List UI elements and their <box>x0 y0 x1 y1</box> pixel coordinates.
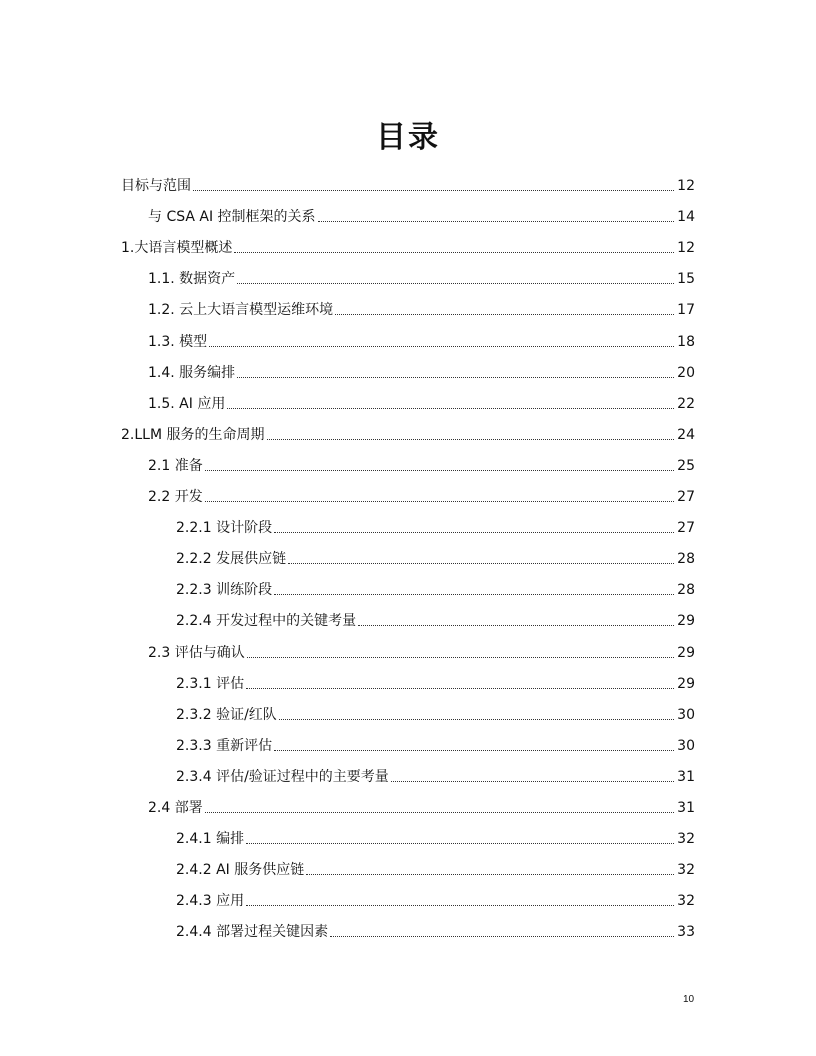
toc-entry[interactable] <box>176 509 695 537</box>
toc-leader-dots <box>227 408 674 409</box>
toc-leader-dots <box>205 501 674 502</box>
toc-entry-label: 1.大语言模型概述 <box>121 240 233 257</box>
toc-leader-dots <box>358 625 674 626</box>
toc-entry-label: 2.2.3 训练阶段 <box>176 582 273 599</box>
toc-entry-label: 2.3.4 评估/验证过程中的主要考量 <box>176 768 389 785</box>
toc-entry-label: 1.5. AI 应用 <box>148 395 226 412</box>
toc-entry-page: 24 <box>677 426 695 443</box>
toc-entry[interactable] <box>176 882 695 910</box>
page-title: 目录 <box>376 120 440 155</box>
toc-entry-page: 28 <box>677 582 695 599</box>
toc-entry-page: 33 <box>677 924 695 941</box>
toc-entry-page: 32 <box>677 831 695 848</box>
toc-entry-label: 1.1. 数据资产 <box>148 271 236 288</box>
toc-entry-label: 2.3.1 评估 <box>176 675 245 692</box>
toc-entry[interactable] <box>148 323 695 351</box>
toc-leader-dots <box>193 190 674 191</box>
toc-leader-dots <box>318 221 675 222</box>
toc-entry-label: 1.4. 服务编排 <box>148 364 236 381</box>
toc-entry-page: 30 <box>677 737 695 754</box>
toc-leader-dots <box>237 283 674 284</box>
toc-leader-dots <box>274 594 674 595</box>
toc-entry-label: 2.2.2 发展供应链 <box>176 551 287 568</box>
toc-entry-label: 2.LLM 服务的生命周期 <box>121 426 265 443</box>
toc-leader-dots <box>306 874 674 875</box>
toc-entry-page: 31 <box>677 800 695 816</box>
toc-entry[interactable] <box>176 665 695 693</box>
toc-leader-dots <box>330 936 674 937</box>
toc-entry[interactable] <box>148 198 695 226</box>
toc-entry-page: 22 <box>677 395 695 412</box>
toc-entry-page: 29 <box>677 675 695 692</box>
toc-leader-dots <box>274 750 674 751</box>
toc-entry[interactable] <box>121 229 695 257</box>
toc-entry-page: 31 <box>677 768 695 785</box>
toc-entry-page: 32 <box>677 893 695 910</box>
toc-leader-dots <box>247 657 674 658</box>
toc-entry[interactable] <box>176 913 695 941</box>
toc-entry[interactable] <box>148 634 695 662</box>
toc-leader-dots <box>209 346 674 347</box>
toc-entry[interactable] <box>148 789 695 817</box>
toc-leader-dots <box>205 812 674 813</box>
toc-leader-dots <box>237 377 674 378</box>
toc-entry[interactable] <box>176 540 695 568</box>
toc-entry[interactable] <box>176 820 695 848</box>
toc-entry[interactable] <box>148 385 695 413</box>
toc-entry[interactable] <box>148 478 695 506</box>
toc-leader-dots <box>335 314 674 315</box>
toc-entry-label: 与 CSA AI 控制框架的关系 <box>148 209 316 226</box>
toc-entry-page: 29 <box>677 644 695 661</box>
toc-entry-label: 目标与范围 <box>121 178 191 194</box>
toc-entry-label: 2.3 评估与确认 <box>148 644 245 661</box>
toc-entry[interactable] <box>121 167 695 195</box>
toc-leader-dots <box>274 532 674 533</box>
toc-entry-page: 17 <box>677 302 695 319</box>
toc-leader-dots <box>391 781 674 782</box>
toc-leader-dots <box>267 439 675 440</box>
toc-entry-page: 20 <box>677 364 695 381</box>
toc-entry-label: 2.4.2 AI 服务供应链 <box>176 862 305 879</box>
toc-entry-label: 2.4 部署 <box>148 800 203 816</box>
page-number: 10 <box>683 994 695 1005</box>
toc-entry-label: 2.2.1 设计阶段 <box>176 520 273 537</box>
toc-entry-page: 30 <box>677 706 695 723</box>
toc-entry-page: 12 <box>677 178 695 194</box>
toc-entry-page: 29 <box>677 613 695 630</box>
toc-entry[interactable] <box>176 851 695 879</box>
toc-leader-dots <box>246 843 674 844</box>
toc-entry-page: 14 <box>677 209 695 226</box>
toc-entry-page: 12 <box>677 240 695 257</box>
toc-entry[interactable] <box>148 291 695 319</box>
toc-entry-page: 15 <box>677 271 695 288</box>
toc-entry-label: 1.3. 模型 <box>148 333 208 350</box>
toc-entry-label: 2.1 准备 <box>148 457 203 474</box>
toc-entry-label: 2.4.4 部署过程关键因素 <box>176 924 329 941</box>
toc-entry-page: 27 <box>677 489 695 505</box>
toc-entry[interactable] <box>121 416 695 444</box>
toc-leader-dots <box>279 719 674 720</box>
toc-entry-label: 2.4.1 编排 <box>176 831 245 848</box>
toc-entry-page: 25 <box>677 457 695 474</box>
toc-entry-page: 32 <box>677 862 695 879</box>
toc-entry[interactable] <box>176 727 695 755</box>
toc-entry-page: 27 <box>677 520 695 537</box>
toc-entry-label: 2.4.3 应用 <box>176 893 245 910</box>
toc-entry-label: 2.2.4 开发过程中的关键考量 <box>176 613 357 630</box>
toc-entry-page: 18 <box>677 333 695 350</box>
toc-leader-dots <box>288 563 674 564</box>
toc-entry[interactable] <box>148 260 695 288</box>
toc-entry[interactable] <box>148 354 695 382</box>
toc-entry[interactable] <box>176 571 695 599</box>
toc-leader-dots <box>246 905 674 906</box>
toc-entry[interactable] <box>148 447 695 475</box>
toc-entry[interactable] <box>176 758 695 786</box>
toc-leader-dots <box>246 688 674 689</box>
toc-entry-label: 2.2 开发 <box>148 489 203 505</box>
toc-entry-page: 28 <box>677 551 695 568</box>
toc-entry-label: 1.2. 云上大语言模型运维环境 <box>148 302 334 319</box>
toc-leader-dots <box>234 252 674 253</box>
toc-leader-dots <box>205 470 674 471</box>
toc-entry[interactable] <box>176 602 695 630</box>
toc-entry-label: 2.3.2 验证/红队 <box>176 706 277 723</box>
toc-entry-label: 2.3.3 重新评估 <box>176 737 273 754</box>
toc-entry[interactable] <box>176 696 695 724</box>
